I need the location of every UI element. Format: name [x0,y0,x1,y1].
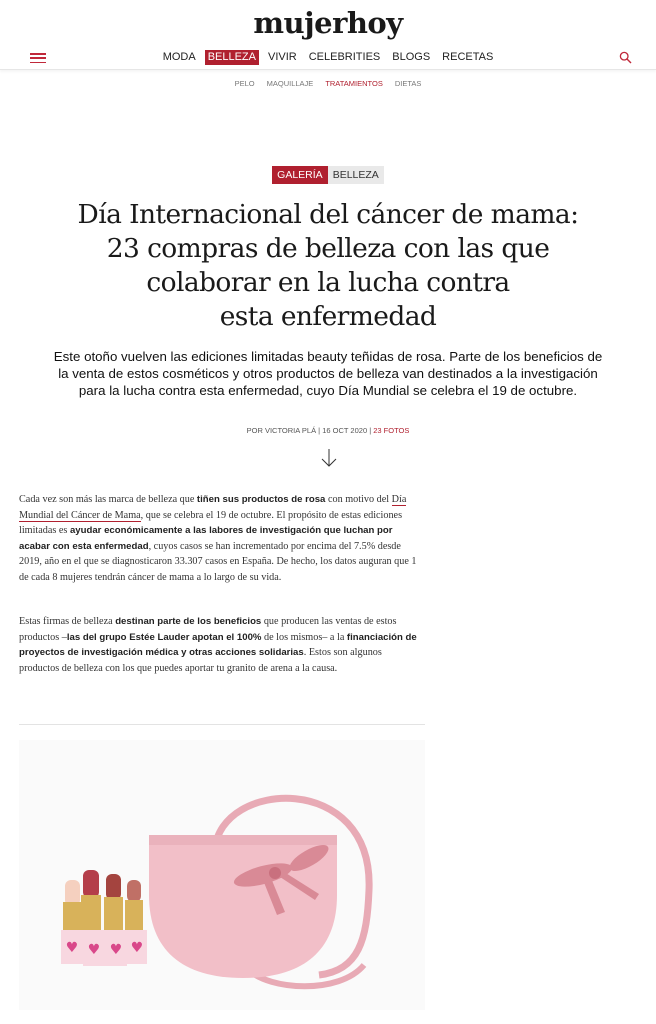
nav-item-moda[interactable]: MODA [162,51,196,63]
nav-item-celebrities[interactable]: CELEBRITIES [308,51,381,63]
tag-galeria[interactable]: GALERÍA [272,166,328,184]
nav-item-recetas[interactable]: RECETAS [442,51,494,63]
svg-text:♥: ♥ [109,942,123,958]
bold-text: tiñen sus productos de rosa [196,494,326,505]
product-illustration [19,740,425,1010]
article-paragraph-2: Estas firmas de belleza destinan parte de los beneficios que producen las ventas de estos productos –las del grupo Estée Lauder apotan el 100% de los mismos– a la financiación de proyectos de investigación médica y otras acciones solidarias. Estos son algunos productos de belleza con los que puedes aportar tu granito de arena a la causa. [19,616,417,674]
bold-text: las del grupo Estée Lauder apotan el 100% [66,631,262,643]
nav-item-belleza[interactable]: BELLEZA [205,50,259,65]
arrow-down-icon[interactable] [320,447,338,469]
title-line: 23 compras de belleza con las que [106,233,550,264]
subnav-item-tratamientos[interactable]: TRATAMIENTOS [325,79,383,88]
bold-text: destinan parte de los beneficios [115,616,262,627]
article-byline: POR VICTORIA PLÁ | 16 OCT 2020 | 23 FOTOS [246,426,410,435]
sub-navigation [0,79,656,88]
search-icon[interactable] [619,51,632,64]
tag-belleza[interactable]: BELLEZA [328,166,384,184]
title-line: colaborar en la lucha contra [146,267,510,298]
article-tags [0,166,656,184]
title-line: esta enfermedad [219,301,437,332]
bold-text: ayudar económicamente a las labores de investigación que luchan por acabar con esta enfermedad [19,525,393,552]
byline-author[interactable]: POR VICTORIA PLÁ [246,426,317,435]
byline-photos-link[interactable]: 23 FOTOS [373,426,410,435]
byline-date: 16 OCT 2020 [322,426,368,435]
inline-link[interactable]: Día Mundial del Cáncer de Mama [19,494,407,521]
svg-text:♥: ♥ [130,940,144,956]
nav-item-blogs[interactable]: BLOGS [392,51,431,63]
subnav-item-maquillaje[interactable]: MAQUILLAJE [266,79,314,88]
svg-text:♥: ♥ [87,942,101,958]
bold-text: financiación de proyectos de investigación médica y otras acciones solidarias [19,631,417,658]
nav-menu [0,50,656,65]
gallery-product-image[interactable] [19,740,425,1010]
main-navbar [0,44,656,70]
nav-item-vivir[interactable]: VIVIR [268,51,297,63]
subnav-item-pelo[interactable]: PELO [234,79,255,88]
subnav-item-dietas[interactable]: DIETAS [394,79,422,88]
article-subtitle: Este otoño vuelven las ediciones limitadas beauty teñidas de rosa. Parte de los beneficios de la venta de estos cosméticos y otros productos de belleza van destinados a la investigación para la lucha contra esta enfermedad, cuyo Día Mundial se celebra el 19 de octubre. [53,349,603,398]
title-line: Día Internacional del cáncer de mama: [77,199,579,230]
svg-text:♥: ♥ [65,940,79,956]
content-divider [19,724,425,725]
article-paragraph-1: Cada vez son más las marca de belleza que tiñen sus productos de rosa con motivo del Día Mundial del Cáncer de Mama, que se celebra el 19 de octubre. El propósito de estas ediciones limitadas es ayudar económicamente a las labores de investigación que luchan por acabar con esta enfermedad, cuyos casos se han incrementado por encima del 7.5% desde 2019, año en el que se diagnosticaron 33.307 casos en España. De hecho, los datos auguran que 1 de cada 8 mujeres tendrán cáncer de mama a lo largo de su vida. [19,494,417,583]
article-title [58,198,598,334]
site-logo[interactable]: mujerhoy [253,6,403,40]
